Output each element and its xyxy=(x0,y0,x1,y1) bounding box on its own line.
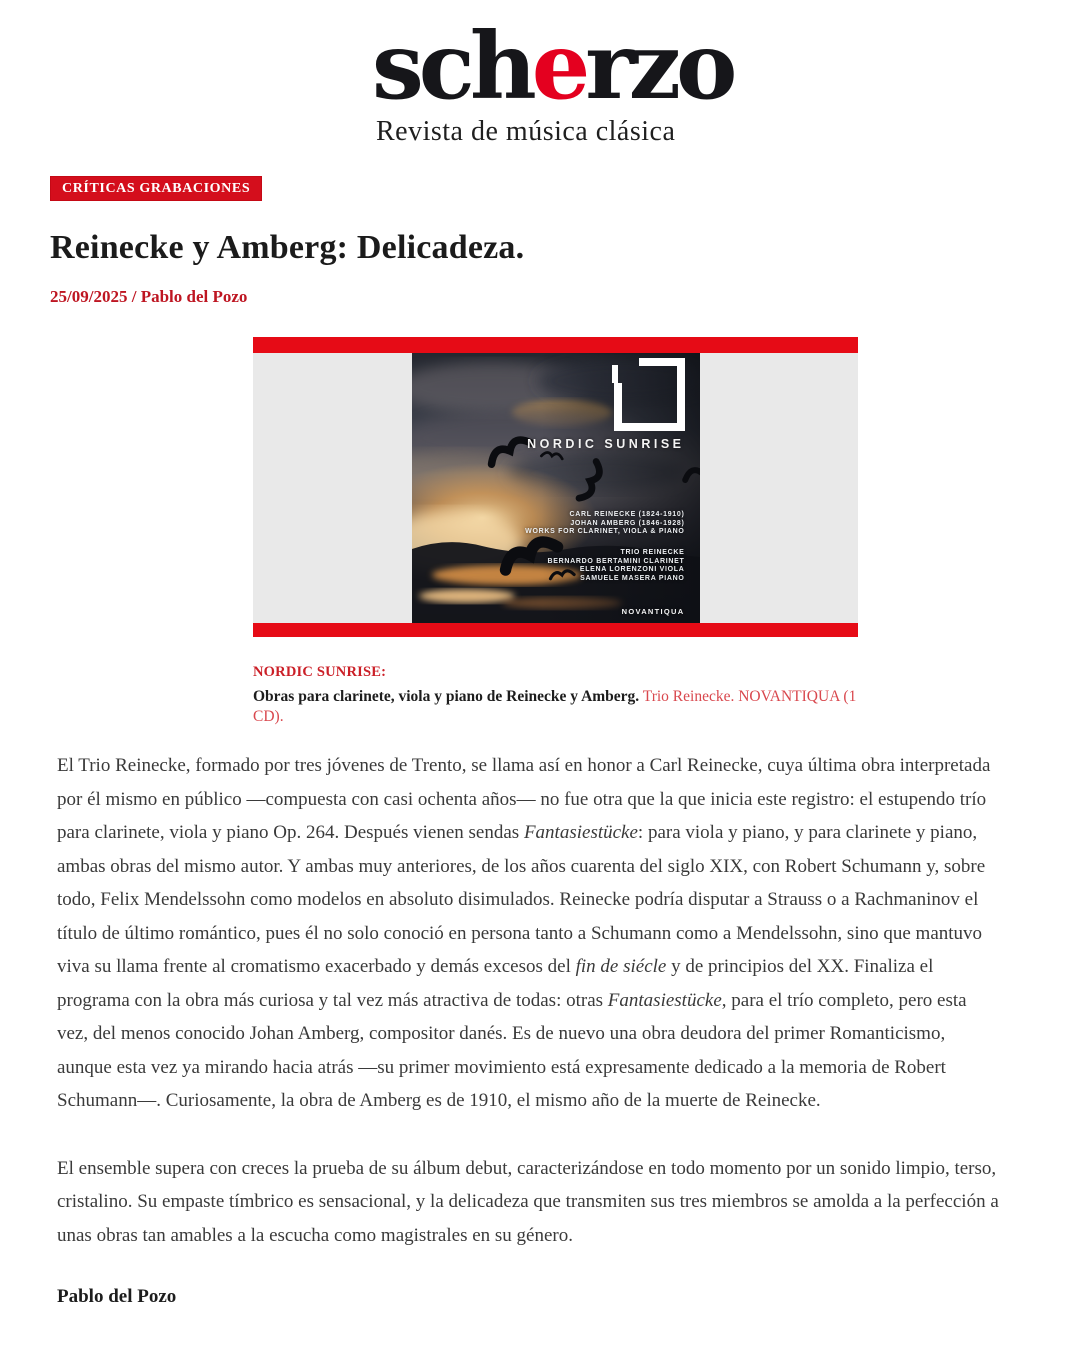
body-text: El ensemble supera con creces la prueba de su álbum debut, caracterizándose en todo momento por un sonido limpio, terso, cristalino. Su empaste tímbrico es sensacional, y la delicadeza que transmiten sus tres miembros se amolda a la perfección a unas obras tan amables a la escucha como magistrales en su género. xyxy=(57,1157,999,1246)
author-signature: Pablo del Pozo xyxy=(57,1286,177,1308)
album-figure xyxy=(253,337,858,637)
logo-text-right: rzo xyxy=(585,12,733,120)
album-credit-line: ELENA LORENZONI VIOLA xyxy=(579,566,685,573)
body-text: y de principios del XX. Finaliza el programa con la obra más curiosa y tal vez más atractiva de todas: otras xyxy=(57,956,934,1011)
body-text: : para viola y piano, y para clarinete y piano, ambas obras del mismo autor. Y ambas muy anteriores, de los años cuarenta del siglo XIX, con Robert Schumann y, sobre todo, Felix Mendelssohn como modelos en absoluto disimulados. Reinecke podría disputar a Strauss o a Rachmaninov el título de último romántico, pues él no solo conoció en persona tanto a Schumann como a Mendelssohn, sino que mantuvo viva su llama frente al cromatismo exacerbado y demás excesos del xyxy=(57,822,986,978)
caption-album-title: NORDIC SUNRISE: xyxy=(253,664,387,680)
album-label: NOVANTIQUA xyxy=(621,607,685,616)
figure-background xyxy=(253,353,858,623)
site-header xyxy=(0,0,1080,146)
album-credit-line: JOHAN AMBERG (1846-1928) xyxy=(570,519,685,527)
italic-text: Fantasiestücke xyxy=(607,989,722,1011)
italic-text: fin de siécle xyxy=(575,956,667,978)
body-text: El Trio Reinecke, formado por tres jóvenes de Trento, se llama así en honor a Carl Reinecke, cuya última obra interpretada por él mismo en público —compuesta con casi ochenta años— no fue otra que la que inicia este registro: el estupendo trío para clarinete, viola y piano Op. 264. Después vienen sendas xyxy=(57,755,991,844)
album-credit-line: SAMUELE MASERA PIANO xyxy=(580,574,685,582)
album-cover[interactable] xyxy=(412,353,700,623)
logo-text-left: sch xyxy=(372,12,532,120)
article-meta xyxy=(50,287,1080,307)
logo-block xyxy=(372,12,1080,147)
caption-credits: Trio Reinecke. NOVANTIQUA (1 CD). xyxy=(253,687,857,725)
article-date: 25/09/2025 xyxy=(50,287,128,306)
album-performers xyxy=(548,549,685,583)
figure-top-red-bar xyxy=(253,337,858,353)
figure-bottom-red-bar xyxy=(253,623,858,637)
category-badge[interactable]: CRÍTICAS GRABACIONES xyxy=(50,176,262,201)
body-paragraph xyxy=(57,1152,1002,1253)
album-caption xyxy=(253,663,873,727)
album-credit-line: WORKS FOR CLARINET, VIOLA & PIANO xyxy=(525,528,685,535)
article-body xyxy=(57,749,1002,1252)
body-text: , para el trío completo, pero esta vez, del menos conocido Johan Amberg, compositor danés. Es de nuevo una obra deudora del primer Romanticismo, aunque esta vez ya mirando hacia atrás —su primer movimiento está expresamente dedicado a la memoria de Robert Schumann—. Curiosamente, la obra de Amberg es de 1910, el mismo año de la muerte de Reinecke. xyxy=(57,989,967,1112)
site-logo[interactable] xyxy=(372,12,1080,120)
site-tagline: Revista de música clásica xyxy=(376,116,676,147)
italic-text: Fantasiestücke xyxy=(523,822,638,844)
article-author-link[interactable]: Pablo del Pozo xyxy=(140,287,248,306)
caption-description: Obras para clarinete, viola y piano de Reinecke y Amberg. xyxy=(253,687,640,705)
album-credit-line: TRIO REINECKE xyxy=(620,549,685,556)
meta-separator: / xyxy=(127,287,141,306)
logo-accent-letter: e xyxy=(531,12,586,120)
album-composers xyxy=(525,511,684,537)
album-credit-line: CARL REINECKE (1824-1910) xyxy=(569,511,685,518)
body-paragraph xyxy=(57,749,1002,1118)
album-credit-line: BERNARDO BERTAMINI CLARINET xyxy=(547,557,685,565)
album-title: NORDIC SUNRISE xyxy=(527,437,685,451)
article-title: Reinecke y Amberg: Delicadeza. xyxy=(50,229,525,266)
